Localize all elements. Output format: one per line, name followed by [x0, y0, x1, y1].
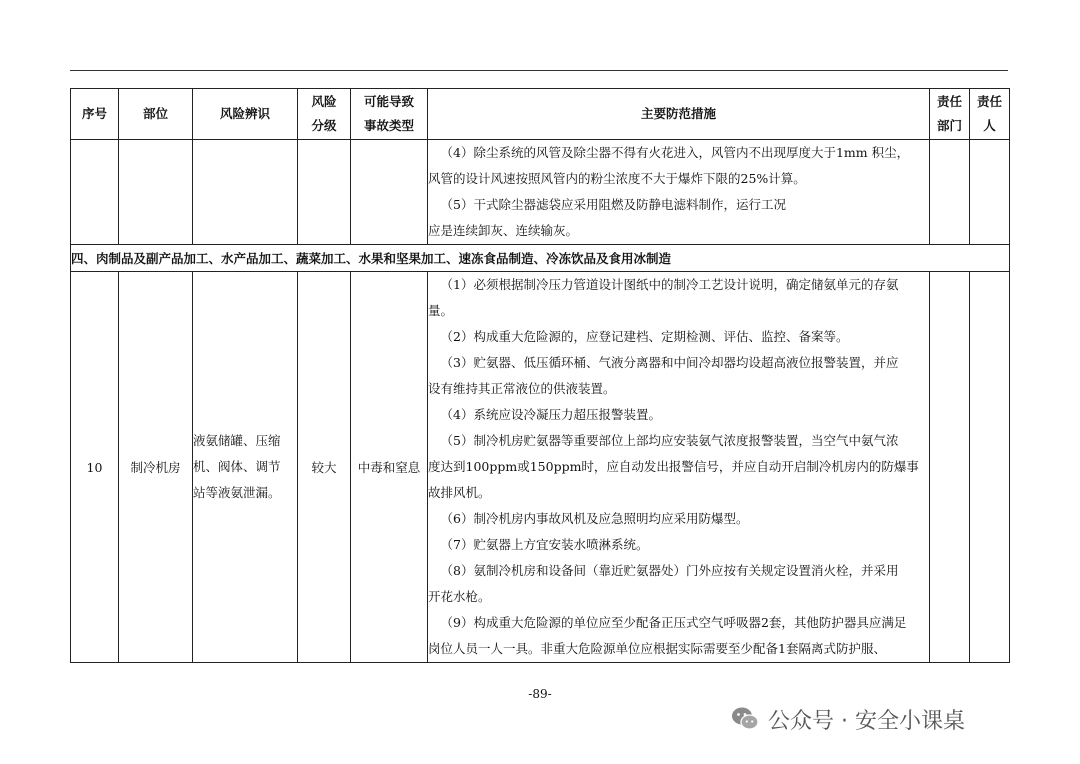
continued-row — [71, 140, 1010, 245]
watermark — [730, 704, 965, 734]
row10-risk-line: 液氨储罐、压缩 — [193, 433, 281, 448]
measure-line: 风管的设计风速按照风管内的粉尘浓度不大于爆炸下限的25%计算。 — [428, 171, 806, 186]
continued-part — [119, 140, 193, 245]
continued-measures — [428, 140, 930, 245]
measure-line: 设有维持其正常液位的供液装置。 — [428, 381, 616, 396]
continued-resp-dept — [930, 140, 970, 245]
measure-line: （5）制冷机房贮氨器等重要部位上部均应安装氨气浓度报警装置，当空气中氨气浓 — [440, 433, 899, 448]
measure-line: （5）干式除尘器滤袋应采用阻燃及防静电滤料制作，运行工况 — [440, 197, 786, 212]
header-measures: 主要防范措施 — [428, 89, 930, 140]
row10-part: 制冷机房 — [119, 272, 193, 663]
row10-risk-line: 站等液氨泄漏。 — [193, 485, 281, 500]
continued-seq — [71, 140, 119, 245]
row10-accident-type: 中毒和窒息 — [351, 272, 428, 663]
row10-risk-line: 机、阀体、调节 — [193, 459, 281, 474]
row10-seq: 10 — [71, 272, 119, 663]
measure-line: （4）除尘系统的风管及除尘器不得有火花进入，风管内不出现厚度大于1mm 积尘， — [440, 145, 910, 160]
row10-measures — [428, 272, 930, 663]
measure-line: 量。 — [428, 303, 454, 318]
header-row — [71, 89, 1010, 140]
section-row — [71, 245, 1010, 272]
header-accident-type-line2: 事故类型 — [363, 118, 414, 133]
header-resp-person-line2: 人 — [983, 118, 996, 133]
header-risk-grade-line1: 风险 — [311, 94, 337, 109]
continued-type — [351, 140, 428, 245]
watermark-text: 公众号 · 安全小课桌 — [768, 708, 965, 734]
measure-line: 度达到100ppm或150ppm时，应自动发出报警信号，并应自动开启制冷机房内的防爆事 — [428, 459, 919, 474]
row-10 — [71, 272, 1010, 663]
measure-line: （9）构成重大危险源的单位应至少配备正压式空气呼吸器2套，其他防护器具应满足 — [440, 615, 907, 630]
header-resp-dept-line2: 部门 — [936, 118, 962, 133]
measure-line: （7）贮氨器上方宜安装水喷淋系统。 — [440, 537, 649, 552]
row10-resp-dept — [930, 272, 970, 663]
row10-resp-person — [970, 272, 1010, 663]
header-risk-grade — [298, 89, 351, 140]
measure-line: 岗位人员一人一具。非重大危险源单位应根据实际需要至少配备1套隔离式防护服、 — [428, 641, 886, 656]
header-risk-grade-line2: 分级 — [311, 118, 337, 133]
measure-line: （8）氨制冷机房和设备间（靠近贮氨器处）门外应按有关规定设置消火栓，并采用 — [440, 563, 899, 578]
header-accident-type-line1: 可能导致 — [363, 94, 414, 109]
measure-line: 开花水枪。 — [428, 589, 491, 604]
measure-line: （6）制冷机房内事故风机及应急照明均应采用防爆型。 — [440, 511, 749, 526]
measure-line: （2）构成重大危险源的，应登记建档、定期检测、评估、监控、备案等。 — [440, 329, 849, 344]
continued-resp-person — [970, 140, 1010, 245]
header-risk-id: 风险辨识 — [193, 89, 298, 140]
header-resp-dept-line1: 责任 — [936, 94, 962, 109]
header-accident-type — [351, 89, 428, 140]
risk-table — [70, 88, 1010, 663]
header-resp-person-line1: 责任 — [976, 94, 1002, 109]
header-resp-person — [970, 89, 1010, 140]
page-number: -89- — [528, 687, 552, 701]
row10-risk — [193, 272, 298, 663]
measure-line: （3）贮氨器、低压循环桶、气液分离器和中间冷却器均设超高液位报警装置，并应 — [440, 355, 899, 370]
wechat-icon — [730, 704, 760, 734]
row10-grade: 较大 — [298, 272, 351, 663]
top-rule — [70, 70, 1008, 71]
section-title: 四、肉制品及副产品加工、水产品加工、蔬菜加工、水果和坚果加工、速冻食品制造、冷冻饮品及食用冰制造 — [71, 245, 1010, 272]
header-seq: 序号 — [71, 89, 119, 140]
continued-risk — [193, 140, 298, 245]
measure-line: （1）必须根据制冷压力管道设计图纸中的制冷工艺设计说明，确定储氨单元的存氨 — [440, 277, 899, 292]
measure-line: 应是连续卸灰、连续输灰。 — [428, 223, 579, 238]
header-resp-dept — [930, 89, 970, 140]
measure-line: （4）系统应设冷凝压力超压报警装置。 — [440, 407, 661, 422]
measure-line: 故排风机。 — [428, 485, 491, 500]
header-part: 部位 — [119, 89, 193, 140]
continued-grade — [298, 140, 351, 245]
